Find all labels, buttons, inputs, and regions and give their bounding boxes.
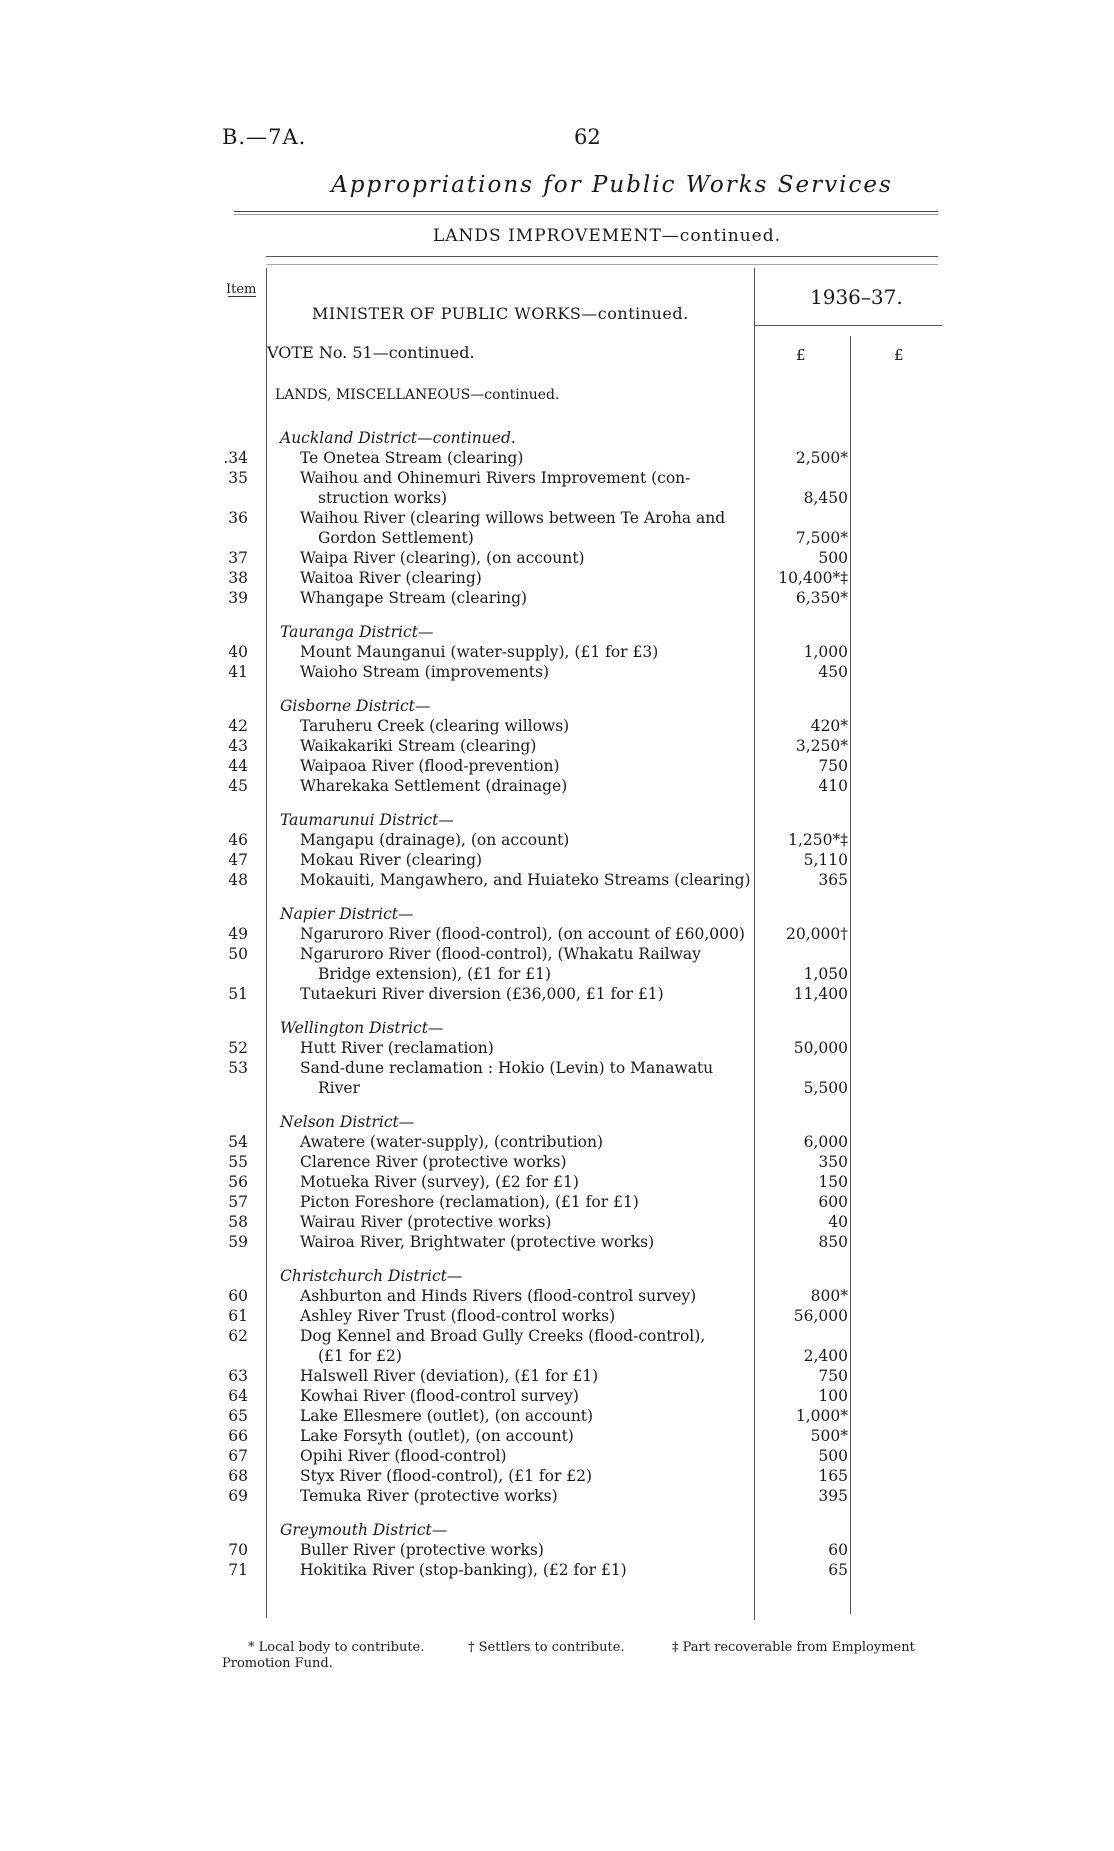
item-number: 44	[228, 757, 248, 775]
table-row	[0, 944, 1114, 964]
item-amount: 365	[818, 871, 848, 889]
document-reference: B.—7A.	[222, 125, 307, 149]
item-amount: 40	[828, 1213, 848, 1231]
item-amount: 20,000†	[786, 925, 848, 943]
table-top-rule	[266, 256, 938, 257]
table-row	[0, 1038, 1114, 1058]
item-description: Te Onetea Stream (clearing)	[300, 449, 524, 467]
item-number: 56	[228, 1173, 248, 1191]
table-row	[0, 776, 1114, 796]
item-number: 57	[228, 1193, 248, 1211]
table-row	[0, 1286, 1114, 1306]
footnote-local-body: * Local body to contribute.	[248, 1640, 425, 1655]
item-description: Waikakariki Stream (clearing)	[300, 737, 537, 755]
item-description: Gordon Settlement)	[318, 529, 474, 547]
table-row	[0, 1326, 1114, 1346]
item-description: Whangape Stream (clearing)	[300, 589, 528, 607]
minister-heading: MINISTER OF PUBLIC WORKS—continued.	[312, 304, 689, 323]
item-description: Hutt River (reclamation)	[300, 1039, 494, 1057]
table-row	[0, 830, 1114, 850]
title-rule-secondary	[234, 214, 938, 215]
section-heading	[0, 226, 1114, 246]
item-description: Kowhai River (flood-control survey)	[300, 1387, 579, 1405]
table-row	[0, 1058, 1114, 1078]
item-description: Awatere (water-supply), (contribution)	[300, 1133, 604, 1151]
item-description: Tutaekuri River diversion (£36,000, £1 for £1)	[300, 985, 664, 1003]
item-amount: 5,110	[803, 851, 848, 869]
district-heading-row	[0, 1266, 1114, 1286]
item-number: 53	[228, 1059, 248, 1077]
table-row	[0, 1172, 1114, 1192]
table-row	[0, 1366, 1114, 1386]
item-amount: 800*	[810, 1287, 848, 1305]
footnote-settlers: † Settlers to contribute.	[468, 1640, 625, 1655]
table-row	[0, 1078, 1114, 1098]
item-number: 52	[228, 1039, 248, 1057]
item-description: Wairau River (protective works)	[300, 1213, 552, 1231]
district-heading-row	[0, 1112, 1114, 1132]
table-row	[0, 850, 1114, 870]
item-description: Bridge extension), (£1 for £1)	[318, 965, 551, 983]
table-row	[0, 448, 1114, 468]
item-number: 67	[228, 1447, 248, 1465]
item-description: Ngaruroro River (flood-control), (on account of £60,000)	[300, 925, 745, 943]
item-description: Motueka River (survey), (£2 for £1)	[300, 1173, 579, 1191]
item-description: Waioho Stream (improvements)	[300, 663, 550, 681]
item-number: 59	[228, 1233, 248, 1251]
pound-total-column-unit: £	[894, 346, 904, 364]
item-number: 66	[228, 1427, 248, 1445]
table-row	[0, 1486, 1114, 1506]
item-description: Lake Ellesmere (outlet), (on account)	[300, 1407, 594, 1425]
item-description: Waipa River (clearing), (on account)	[300, 549, 585, 567]
item-amount: 410	[818, 777, 848, 795]
district-heading: Gisborne District—	[280, 697, 431, 715]
item-number: 65	[228, 1407, 248, 1425]
item-number: 70	[228, 1541, 248, 1559]
item-number: 68	[228, 1467, 248, 1485]
item-number: 45	[228, 777, 248, 795]
district-heading: Napier District—	[280, 905, 414, 923]
lands-subheading: LANDS, MISCELLANEOUS—continued.	[275, 387, 560, 403]
item-number: 47	[228, 851, 248, 869]
item-description: Ashburton and Hinds Rivers (flood-control survey)	[300, 1287, 697, 1305]
district-heading-row	[0, 904, 1114, 924]
table-row	[0, 1212, 1114, 1232]
item-description: Lake Forsyth (outlet), (on account)	[300, 1427, 574, 1445]
item-description: Mangapu (drainage), (on account)	[300, 831, 570, 849]
table-row	[0, 528, 1114, 548]
title-rule	[234, 211, 938, 212]
item-number: 41	[228, 663, 248, 681]
table-row	[0, 468, 1114, 488]
item-description: Mount Maunganui (water-supply), (£1 for £3)	[300, 643, 659, 661]
item-number: 71	[228, 1561, 248, 1579]
district-heading-row	[0, 696, 1114, 716]
table-row	[0, 1152, 1114, 1172]
table-row	[0, 1426, 1114, 1446]
item-description: Ngaruroro River (flood-control), (Whakatu Railway	[300, 945, 701, 963]
item-number: 49	[228, 925, 248, 943]
item-amount: 350	[818, 1153, 848, 1171]
item-amount: 2,400	[803, 1347, 848, 1365]
district-heading-row	[0, 810, 1114, 830]
item-description: Halswell River (deviation), (£1 for £1)	[300, 1367, 599, 1385]
item-amount: 5,500	[803, 1079, 848, 1097]
item-amount: 60	[828, 1541, 848, 1559]
item-amount: 150	[818, 1173, 848, 1191]
table-row	[0, 1132, 1114, 1152]
year-column-header: 1936–37.	[810, 285, 903, 309]
item-number: 48	[228, 871, 248, 889]
district-heading: Taumarunui District—	[280, 811, 454, 829]
table-row	[0, 756, 1114, 776]
item-description: (£1 for £2)	[318, 1347, 402, 1365]
footnote-part-recoverable: ‡ Part recoverable from Employment	[672, 1640, 915, 1655]
item-amount: 165	[818, 1467, 848, 1485]
item-number: 42	[228, 717, 248, 735]
page-number: 62	[574, 125, 601, 149]
item-description: Waitoa River (clearing)	[300, 569, 482, 587]
district-heading: Greymouth District—	[280, 1521, 448, 1539]
item-amount: 450	[818, 663, 848, 681]
item-number: 36	[228, 509, 248, 527]
item-amount: 500	[818, 549, 848, 567]
item-amount: 1,000	[803, 643, 848, 661]
table-row	[0, 736, 1114, 756]
table-row	[0, 642, 1114, 662]
district-heading: Christchurch District—	[280, 1267, 463, 1285]
district-heading: Wellington District—	[280, 1019, 444, 1037]
item-number: 39	[228, 589, 248, 607]
item-amount: 500	[818, 1447, 848, 1465]
district-heading-row	[0, 428, 1114, 448]
item-number: 55	[228, 1153, 248, 1171]
item-amount: 1,000*	[795, 1407, 848, 1425]
page-title: Appropriations for Public Works Services	[331, 172, 893, 198]
item-description: Clarence River (protective works)	[300, 1153, 567, 1171]
table-top-rule-secondary	[266, 264, 938, 265]
item-amount: 1,050	[803, 965, 848, 983]
item-description: Wairoa River, Brightwater (protective works)	[300, 1233, 655, 1251]
district-heading: Nelson District—	[280, 1113, 415, 1131]
table-row	[0, 1446, 1114, 1466]
item-number: 69	[228, 1487, 248, 1505]
table-row	[0, 1560, 1114, 1580]
table-row	[0, 924, 1114, 944]
item-number: 46	[228, 831, 248, 849]
item-description: Styx River (flood-control), (£1 for £2)	[300, 1467, 593, 1485]
table-row	[0, 1386, 1114, 1406]
item-description: Hokitika River (stop-banking), (£2 for £1)	[300, 1561, 627, 1579]
item-description: Waihou and Ohinemuri Rivers Improvement (con-	[300, 469, 691, 487]
table-row	[0, 964, 1114, 984]
item-amount: 750	[818, 757, 848, 775]
district-heading-row	[0, 622, 1114, 642]
item-amount: 8,450	[803, 489, 848, 507]
item-number: .34	[223, 449, 248, 467]
item-number: 60	[228, 1287, 248, 1305]
table-row	[0, 1192, 1114, 1212]
section-heading-text: LANDS IMPROVEMENT—continued.	[432, 226, 782, 246]
item-amount: 50,000	[793, 1039, 848, 1057]
item-number: 37	[228, 549, 248, 567]
item-number: 54	[228, 1133, 248, 1151]
table-row	[0, 716, 1114, 736]
item-amount: 420*	[810, 717, 848, 735]
table-row	[0, 1540, 1114, 1560]
item-description: Waipaoa River (flood-prevention)	[300, 757, 560, 775]
item-amount: 3,250*	[795, 737, 848, 755]
item-number: 61	[228, 1307, 248, 1325]
item-amount: 6,350*	[795, 589, 848, 607]
table-row	[0, 508, 1114, 528]
item-description: Mokau River (clearing)	[300, 851, 483, 869]
table-row	[0, 548, 1114, 568]
item-description: Picton Foreshore (reclamation), (£1 for £1)	[300, 1193, 639, 1211]
item-amount: 395	[818, 1487, 848, 1505]
table-row	[0, 1306, 1114, 1326]
item-number: 50	[228, 945, 248, 963]
item-number: 38	[228, 569, 248, 587]
district-heading-row	[0, 1018, 1114, 1038]
item-description: Sand-dune reclamation : Hokio (Levin) to Manawatu	[300, 1059, 714, 1077]
item-number: 35	[228, 469, 248, 487]
table-row	[0, 662, 1114, 682]
item-number: 63	[228, 1367, 248, 1385]
item-amount: 750	[818, 1367, 848, 1385]
item-number: 64	[228, 1387, 248, 1405]
table-row	[0, 1346, 1114, 1366]
table-row	[0, 488, 1114, 508]
item-amount: 600	[818, 1193, 848, 1211]
item-description: Buller River (protective works)	[300, 1541, 544, 1559]
item-header-dash	[228, 296, 256, 297]
item-column-header: Item	[226, 282, 257, 297]
vote-heading: VOTE No. 51—continued.	[267, 343, 475, 362]
item-amount: 2,500*	[795, 449, 848, 467]
table-row	[0, 568, 1114, 588]
district-heading-row	[0, 1520, 1114, 1540]
table-row	[0, 870, 1114, 890]
item-number: 58	[228, 1213, 248, 1231]
item-amount: 850	[818, 1233, 848, 1251]
item-amount: 6,000	[803, 1133, 848, 1151]
district-heading: Auckland District—continued.	[280, 429, 516, 447]
item-description: Dog Kennel and Broad Gully Creeks (flood-control),	[300, 1327, 706, 1345]
year-header-rule	[754, 325, 942, 326]
item-number: 40	[228, 643, 248, 661]
item-description: Waihou River (clearing willows between Te Aroha and	[300, 509, 726, 527]
item-amount: 65	[828, 1561, 848, 1579]
item-amount: 7,500*	[795, 529, 848, 547]
item-amount: 500*	[810, 1427, 848, 1445]
item-description: Ashley River Trust (flood-control works)	[300, 1307, 616, 1325]
item-description: River	[318, 1079, 360, 1097]
item-amount: 10,400*‡	[778, 569, 848, 587]
item-amount: 56,000	[793, 1307, 848, 1325]
item-number: 43	[228, 737, 248, 755]
pound-column-unit: £	[796, 346, 806, 364]
item-description: Opihi River (flood-control)	[300, 1447, 507, 1465]
table-row	[0, 1466, 1114, 1486]
table-row	[0, 588, 1114, 608]
table-row	[0, 1232, 1114, 1252]
item-amount: 11,400	[793, 985, 848, 1003]
district-heading: Tauranga District—	[280, 623, 434, 641]
item-number: 62	[228, 1327, 248, 1345]
table-row	[0, 984, 1114, 1004]
item-description: Mokauiti, Mangawhero, and Huiateko Streams (clearing)	[300, 871, 751, 889]
item-description: Wharekaka Settlement (drainage)	[300, 777, 568, 795]
footnote-continuation: Promotion Fund.	[222, 1656, 333, 1671]
item-number: 51	[228, 985, 248, 1003]
item-description: Temuka River (protective works)	[300, 1487, 558, 1505]
item-amount: 100	[818, 1387, 848, 1405]
item-description: struction works)	[318, 489, 448, 507]
item-amount: 1,250*‡	[788, 831, 848, 849]
table-row	[0, 1406, 1114, 1426]
item-description: Taruheru Creek (clearing willows)	[300, 717, 570, 735]
